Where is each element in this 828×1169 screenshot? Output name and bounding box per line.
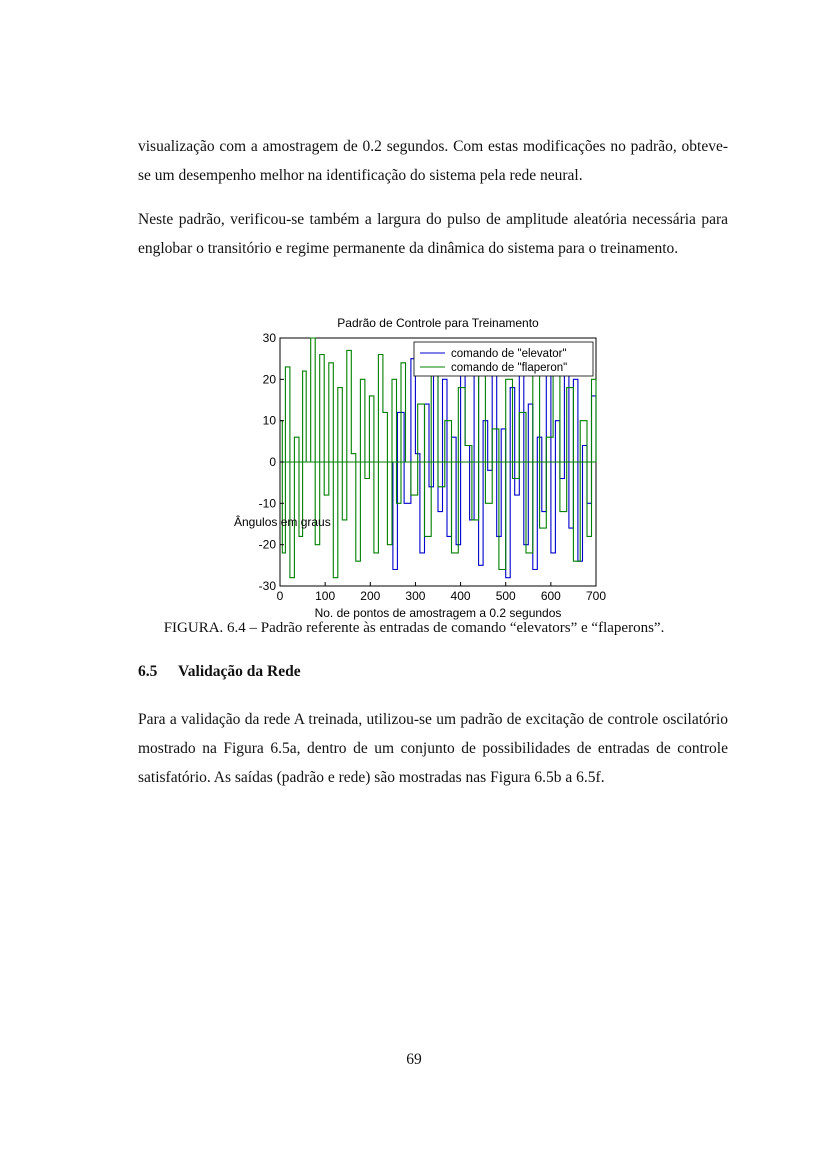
y-tick-label: 0 bbox=[269, 455, 276, 469]
x-axis-label: No. de pontos de amostragem a 0.2 segundos bbox=[314, 606, 562, 620]
y-tick-label: -20 bbox=[258, 537, 276, 552]
legend-label-elevator: comando de "elevator" bbox=[451, 348, 567, 360]
chart-legend bbox=[414, 342, 593, 376]
chart-title: Padrão de Controle para Treinamento bbox=[337, 316, 539, 330]
x-tick-label: 500 bbox=[495, 589, 516, 603]
legend-label-flaperon: comando de "flaperon" bbox=[451, 362, 568, 374]
figure-caption: FIGURA. 6.4 – Padrão referente às entradas de comando “elevators” e “flaperons”. bbox=[163, 620, 665, 636]
paragraph-3: Para a validação da rede A treinada, utilizou-se um padrão de excitação de controle oscilatório mostrado na Figura 6.5a, dentro de um conjunto de possibilidades de entradas de controle satisfatório. As saídas (padrão e rede) são mostradas nas Figura 6.5b a 6.5f. bbox=[138, 711, 728, 786]
y-tick-label: 10 bbox=[262, 413, 276, 428]
x-tick-label: 700 bbox=[585, 589, 607, 603]
section-title: Validação da Rede bbox=[178, 663, 301, 680]
x-tick-label: 0 bbox=[276, 589, 284, 603]
control-pattern-chart bbox=[220, 312, 620, 622]
y-tick-label: 30 bbox=[262, 331, 276, 345]
y-axis-label: Ângulos em graus bbox=[234, 515, 331, 529]
x-tick-label: 400 bbox=[450, 589, 471, 603]
y-tick-label: -10 bbox=[258, 496, 276, 511]
paragraph-1: visualização com a amostragem de 0.2 segundos. Com estas modificações no padrão, obteve-se um desempenho melhor na identificação do sistema pela rede neural. bbox=[138, 138, 728, 184]
section-heading bbox=[138, 663, 301, 681]
x-tick-label: 600 bbox=[540, 589, 561, 603]
page-number: 69 bbox=[406, 1051, 422, 1068]
paragraph-2: Neste padrão, verificou-se também a largura do pulso de amplitude aleatória necessária para englobar o transitório e regime permanente da dinâmica do sistema para o treinamento. bbox=[138, 211, 728, 257]
x-tick-label: 100 bbox=[315, 589, 336, 603]
x-tick-label: 300 bbox=[405, 589, 426, 603]
y-tick-label: 20 bbox=[262, 372, 276, 387]
section-number: 6.5 bbox=[138, 663, 158, 680]
x-tick-label: 200 bbox=[360, 589, 381, 603]
y-tick-label: -30 bbox=[258, 579, 276, 593]
